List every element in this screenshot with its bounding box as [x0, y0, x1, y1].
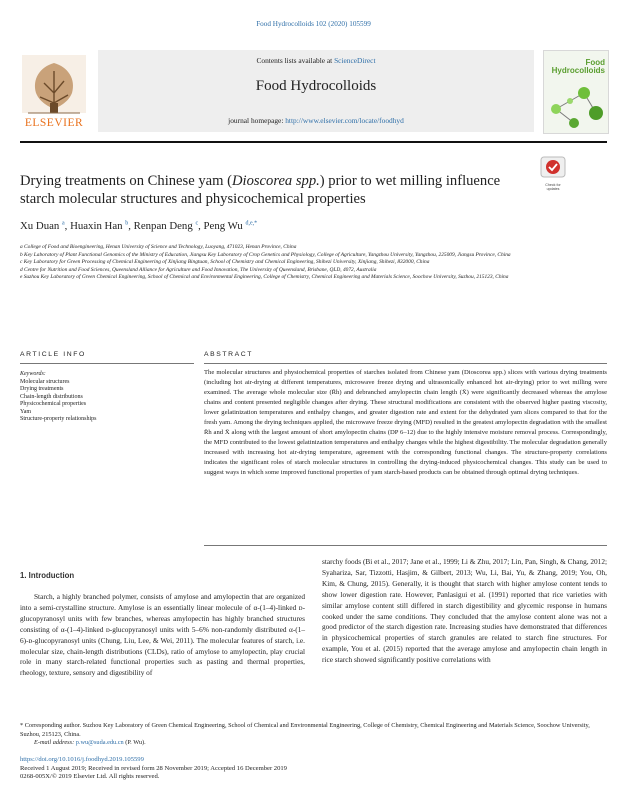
keywords-block [20, 371, 194, 424]
abstract-bottom-divider [204, 545, 607, 546]
header-divider [20, 141, 607, 143]
journal-cover-thumbnail[interactable] [543, 50, 609, 134]
email-link[interactable]: p.wu@suda.edu.cn [75, 739, 124, 747]
received-dates: Received 1 August 2019; Received in revised form 28 November 2019; Accepted 16 December 2019 [20, 764, 287, 772]
keyword: Chain-length distributions [20, 393, 83, 400]
cover-title-line1: Food [585, 58, 605, 67]
title-part1: Drying treatments on Chinese yam ( [20, 173, 232, 189]
contents-prefix: Contents lists available at [256, 56, 335, 65]
keywords-label: Keywords: [20, 371, 46, 377]
check-for-updates-badge[interactable] [540, 156, 566, 191]
introduction-column-left: Starch, a highly branched polymer, consists of amylose and amylopectin that are organized into a semi-crystalline structure. Amylose is an essentially linear molecule of α-(1–4)-linked ᴅ-glucopyranosyl units with few branches, whereas amylopectin has highly branched structures consisting of α-(1–4)-linked ᴅ-glucopyranosyl units with 5–6% non-randomly distributed α-(1–6)-ᴅ-glucopyranosyl units (Chung, Liu, Lee, & Wei, 2011). The molecular features of starch, i.e. molecular size, chain-length distributions (CLDs), ratio of amylose to amylopectin, play crucial role in many starch-related functional properties such as pasting and thermal properties, rheology, texture, sensory and digestibility of [20, 592, 305, 678]
homepage-link[interactable]: http://www.elsevier.com/locate/foodhyd [285, 116, 404, 125]
affiliation: b Key Laboratory of Plant Functional Genomics of the Ministry of Education, Jiangsu Key Laboratory of Crop Genetics and Physiology, College of Agriculture, Yangzhou University, Yangzhou, 225009, Jiangsu Province, China [20, 251, 511, 258]
footnote [20, 722, 608, 748]
journal-masthead [98, 50, 534, 132]
author-name: Huaxin Han [70, 220, 123, 232]
check-updates-icon [540, 156, 566, 178]
abstract-heading: ABSTRACT [204, 351, 254, 358]
email-line [20, 739, 608, 748]
abstract-text: The molecular structures and physiochemical properties of starches isolated from Chinese yam (Dioscorea spp.) slices with various drying treatments (including hot air-drying at different temperatures, microwave freeze drying and ultrasonically enhanced hot air-drying) prior to wet milling were examined. The average whole molecular size (R̄h) and debranched amylopectin chain length (X̄) were significantly decreased whereas the amylose chains and content presented negligible changes after drying. These structural modifications are consistent with the observed higher pasting viscosity, lower gelatinization temperatures and enthalpy changes, and greater digestion rate and extent for the dehydrated yam slices compared to that for the fresh yam. Among the drying techniques applied, the microwave freeze drying (MFD) resulted in the greatest amylopectin degradation with the smallest R̄h and X̄ along with the largest amount of short amylopectin chains (DP 6–12) due to the highly intensive moisture removal process. Correspondingly, the MFD contributed to the lowest gelatinization temperatures and enthalpy changes while the highest digestibility. The molecular degradation generally increased with increasing hot air-drying temperature, agreement with the corresponding functional changes. The structure-property correlations indicates the significant roles of starch molecular structures in controlling the drying-induced physicochemical changes. This study can be used to suggest ways in which some improved functional properties of yam starch-based products can be obtained through optimal drying techniques. [204, 369, 607, 476]
email-label: E-mail address: [34, 739, 76, 747]
author-name: Peng Wu [203, 220, 243, 232]
check-updates-label: Check for updates [545, 183, 561, 191]
email-suffix: (P. Wu). [123, 739, 146, 747]
elsevier-logo[interactable] [20, 53, 88, 133]
homepage-prefix: journal homepage: [228, 116, 286, 125]
author[interactable] [20, 220, 65, 232]
author-affiliation-mark[interactable]: c [195, 220, 199, 227]
author-name: Xu Duan [20, 220, 60, 232]
author-affiliation-mark[interactable]: d,e,* [245, 220, 258, 227]
cover-title [552, 59, 605, 75]
article-info-heading: ARTICLE INFO [20, 351, 86, 358]
elsevier-wordmark: ELSEVIER [24, 117, 84, 129]
corresponding-author-note: * Corresponding author. Suzhou Key Laboratory of Green Chemical Engineering, School of Chemical and Environmental Engineering, College of Chemistry, Chemical Engineering and Materials Science, Soochow University, Suzhou, 215123, China. [20, 722, 590, 738]
cover-title-line2: Hydrocolloids [551, 66, 605, 75]
doi-link[interactable]: https://doi.org/10.1016/j.foodhyd.2019.105599 [20, 756, 144, 763]
author-name: Renpan Deng [133, 220, 193, 232]
author-list: Xu Duan $^a$, Huaxin Han $^b$, Renpan Deng $^c$, Peng Wu $^{d,e,*}$ [20, 220, 258, 232]
sciencedirect-link[interactable]: ScienceDirect [334, 56, 376, 65]
author[interactable] [204, 220, 258, 232]
keyword: Molecular structures [20, 378, 70, 385]
affiliations [20, 244, 608, 282]
cover-art-icon [544, 79, 608, 133]
author[interactable] [70, 220, 128, 232]
journal-title[interactable]: Food Hydrocolloids [255, 78, 377, 94]
introduction-column-right: starchy foods (Bi et al., 2017; Jane et al., 1999; Li & Zhu, 2017; Lin, Pan, Singh, & Chang, 2012; Syahariza, Sar, Tizzotti, Hasjim, & Gilbert, 2013; Wu, Li, Bai, Yu, & Zhang, 2019; You, Oh, Kim, & Chung, 2015). Generally, it is thought that starch with higher amylose content tends to show lower digestion rate. However, Panlasigui et al. (1991) reported that rice varieties with similar amylose content still differed in starch digestibility and glycemic response in humans cooked under the same conditions. They concluded that the amylose content alone was not a good predictor of the starch digestion rate. Increasing studies have demonstrated that differences in physicochemical properties of starch granules are related to starch fine structures. For example, You et al. (2015) reported that the average amylose and amylopectin chain length in rice starch showed significantly positive correlations with [322, 557, 607, 665]
article-title [20, 172, 530, 208]
article-footer [20, 756, 608, 782]
abstract-divider [204, 363, 607, 364]
contents-line [98, 56, 534, 65]
homepage-line [98, 116, 534, 125]
affiliation: d Centre for Nutrition and Food Sciences, Queensland Alliance for Agriculture and Food Innovation, The University of Queensland, Brisbane, QLD, 4072, Australia [20, 266, 377, 273]
keyword: Physicochemical properties [20, 401, 87, 407]
affiliation: c Key Laboratory for Green Processing of Chemical Engineering of Xinjiang Bingtuan, School of Chemistry and Chemical Engineering, Shihezi University, Xinjiang, Shihezi, 832000, China [20, 259, 430, 266]
keyword: Yam [20, 408, 32, 415]
keyword: Drying treatments [20, 386, 64, 392]
author[interactable] [134, 220, 198, 232]
keyword: Structure-property relationships [20, 416, 97, 422]
article-info-divider [20, 363, 194, 364]
journal-reference[interactable]: Food Hydrocolloids 102 (2020) 105599 [256, 20, 371, 28]
copyright: 0268-005X/© 2019 Elsevier Ltd. All rights reserved. [20, 773, 160, 781]
introduction-heading: 1. Introduction [20, 571, 75, 580]
author-affiliation-mark[interactable]: a [61, 220, 65, 227]
affiliation: e Suzhou Key Laboratory of Green Chemical Engineering, School of Chemical and Environmental Engineering, College of Chemistry, Chemical Engineering and Materials Science, Soochow University, Suzhou, 215123, China [20, 274, 509, 281]
journal-header [20, 50, 607, 136]
title-part2: ) prior to wet milling influence starch molecular structures and physicochemical properties [20, 173, 501, 207]
affiliation: a College of Food and Bioengineering, Henan University of Science and Technology, Luoyang, 471023, Henan Province, China [20, 244, 297, 250]
title-species: Dioscorea spp. [231, 173, 320, 189]
author-affiliation-mark[interactable]: b [125, 220, 129, 227]
